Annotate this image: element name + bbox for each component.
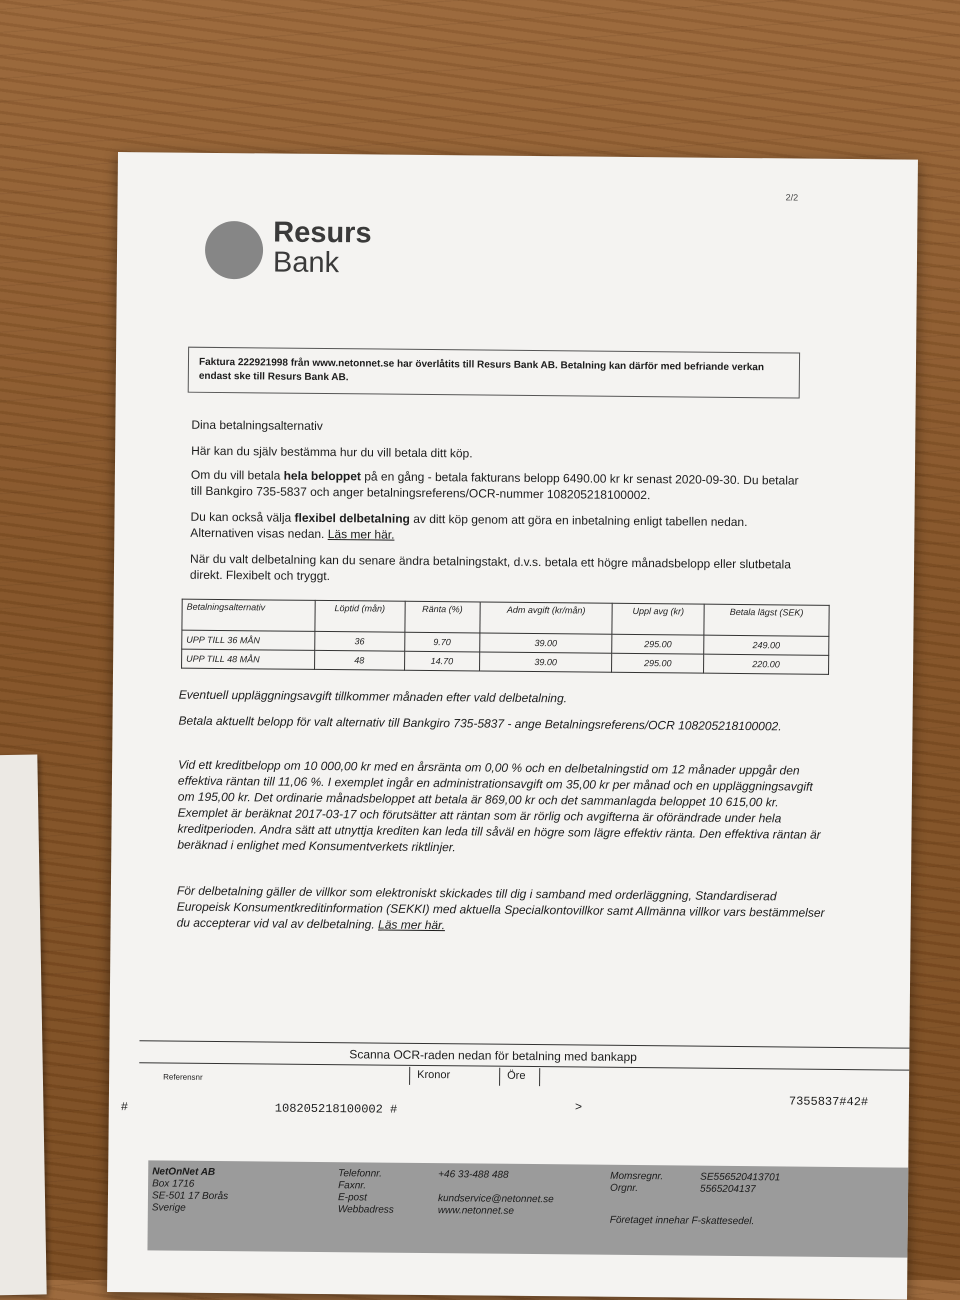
- table-cell: UPP TILL 48 MÅN: [182, 649, 315, 669]
- table-cell: 249.00: [704, 635, 829, 655]
- footer-company-info: [147, 1160, 908, 1257]
- table-cell: 36: [314, 631, 404, 651]
- footer-address: NetOnNet AB Box 1716 SE-501 17 Borås Sverige: [151, 1166, 229, 1214]
- reference-label: Referensnr: [163, 1072, 203, 1082]
- footer-company-name: NetOnNet AB: [152, 1166, 216, 1178]
- ocr-separator: [409, 1067, 410, 1085]
- logo-line-2: Bank: [272, 246, 340, 280]
- section-heading: Dina betalningsalternativ: [191, 417, 323, 433]
- table-header: Löptid (mån): [315, 600, 405, 632]
- table-cell: 9.70: [404, 632, 479, 652]
- footer-tax-labels: Momsregnr. Orgnr.: [610, 1170, 664, 1195]
- read-more-link[interactable]: Läs mer här.: [327, 527, 395, 542]
- assignment-notice-box: Faktura 222921998 från www.netonnet.se har överlåtits till Resurs Bank AB. Betalning kan därför med befriande verkan endast ske till Resurs Bank AB.: [188, 347, 800, 399]
- footer-tax-values: SE556520413701 5565204137: [700, 1171, 781, 1196]
- table-header: Adm avgift (kr/mån): [480, 602, 613, 634]
- footer-contact-labels: Telefonnr. Faxnr. E-post Webbadress: [337, 1168, 394, 1216]
- logo-line-1: Resurs: [273, 216, 372, 250]
- intro-text: Här kan du själv bestämma hur du vill betala ditt köp.: [191, 443, 473, 461]
- footer-tax-note: Företaget innehar F-skattesedel.: [609, 1214, 755, 1228]
- table-header: Betalningsalternativ: [182, 599, 315, 631]
- terms-paragraph: För delbetalning gäller de villkor som elektroniskt skickades till dig i samband med orderläggning, Standardiserad Europeisk Konsumentkreditinformation (SEKKI) med aktuella Specialkontovillkor samt Allmänna villkor vars bestämmelser du accepterar vid val av delbetalning. Läs mer här.: [176, 883, 825, 933]
- payment-options-table: [181, 599, 830, 675]
- table-cell: 220.00: [703, 654, 828, 674]
- footer-email: kundservice@netonnet.se: [437, 1193, 554, 1206]
- table-cell: 295.00: [612, 653, 704, 673]
- setup-fee-note: Eventuell uppläggningsavgift tillkommer månaden efter vald delbetalning.: [178, 687, 568, 706]
- pay-instruction: Betala aktuellt belopp för valt alternativ till Bankgiro 735-5837 - ange Betalningsreferens/OCR 108205218100002.: [178, 713, 782, 734]
- table-header: Ränta (%): [405, 601, 480, 633]
- table-cell: 295.00: [612, 634, 704, 654]
- adjacent-paper-sheet: [0, 755, 47, 1296]
- table-header: Uppl avg (kr): [612, 603, 704, 635]
- full-payment-paragraph: Om du vill betala hela beloppet på en gång - betala fakturans belopp 6490.00 kr kr senast 2020-09-30. Du betalar till Bankgiro 735-5837 och anger betalningsreferens/OCR-nummer 108205218100002.: [190, 467, 799, 503]
- invoice-page: [107, 152, 918, 1300]
- ocr-account: 7355837#42#: [788, 1094, 869, 1110]
- ocr-top-rule: [139, 1040, 909, 1048]
- kronor-label: Kronor: [417, 1068, 451, 1082]
- table-cell: 39.00: [479, 633, 612, 653]
- ore-label: Öre: [507, 1069, 526, 1082]
- ocr-separator: [499, 1068, 500, 1086]
- ocr-arrow: >: [574, 1100, 583, 1115]
- resurs-bank-logo: [273, 217, 372, 278]
- flexible-payment-paragraph: Du kan också välja flexibel delbetalning av ditt köp genom att göra en inbetalning enligt tabellen nedan. Alternativen visas nedan. Läs mer här.: [190, 509, 748, 542]
- table-header: Betala lägst (SEK): [704, 604, 829, 636]
- resurs-logo-circle-icon: [205, 221, 264, 280]
- table-cell: UPP TILL 36 MÅN: [182, 630, 315, 650]
- footer-contact-values: [438, 1169, 554, 1218]
- credit-example-paragraph: Vid ett kreditbelopp om 10 000,00 kr med en årsränta om 0,00 % och en delbetalningstid om 12 månader uppgår den effektiva räntan till 11,06 %. I exemplet ingår en administrationsavgift om 35,00 kr per månad och en uppläggningsavgift om 195,00 kr. Det ordinarie månadsbeloppet att betala är 869,00 kr och det sammanlagda beloppet 10 615,00 kr. Exemplet är beräknat 2017-03-17 och förutsätter att räntan som är rörlig och avgifterna är oförändrade under hela kreditperioden. Andra sätt att utnyttja krediten kan leda till såväl en högre som lägre effektiv ränta. Den effektiva räntan är beräknad i enlighet med Konsumentverkets riktlinjer.: [177, 757, 821, 855]
- footer-phone: +46 33-488 488: [438, 1169, 509, 1181]
- ocr-hash-start: #: [120, 1100, 129, 1115]
- change-info-paragraph: När du valt delbetalning kan du senare ändra betalningstakt, d.v.s. betala ett högre månadsbelopp eller slutbetala direkt. Flexibelt och tryggt.: [189, 551, 791, 584]
- ocr-title: Scanna OCR-raden nedan för betalning med bankapp: [349, 1047, 637, 1065]
- page-number: 2/2: [785, 192, 799, 203]
- footer-web: www.netonnet.se: [437, 1205, 515, 1217]
- table-cell: 14.70: [404, 651, 479, 671]
- table-cell: 48: [314, 650, 404, 670]
- ocr-reference-number: 108205218100002 #: [274, 1101, 398, 1117]
- ocr-separator: [539, 1068, 540, 1086]
- table-cell: 39.00: [479, 652, 612, 672]
- terms-read-more-link[interactable]: Läs mer här.: [377, 917, 446, 933]
